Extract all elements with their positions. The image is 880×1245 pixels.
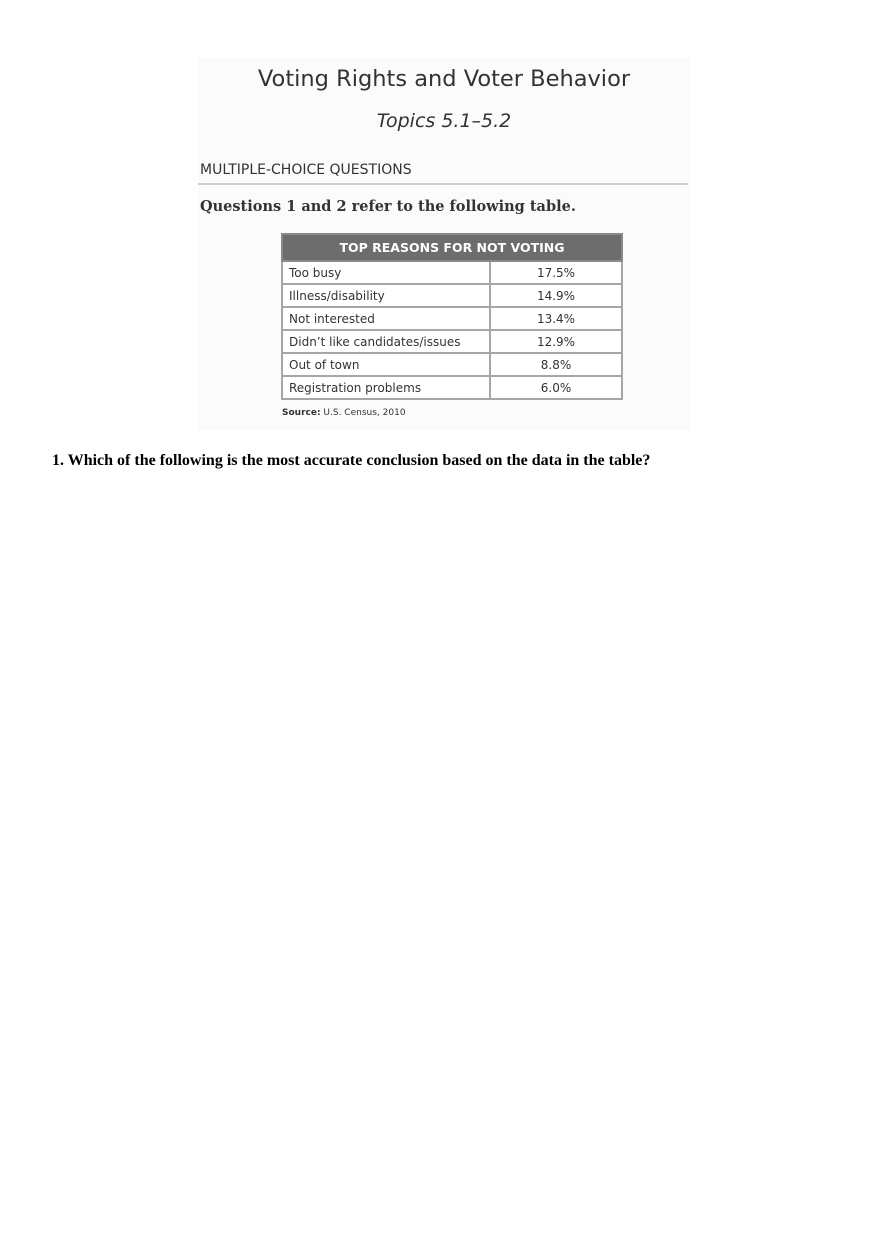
percent-cell: 6.0%: [490, 376, 622, 399]
table-row: [282, 307, 622, 330]
percent-cell: 13.4%: [490, 307, 622, 330]
source-label: Source:: [282, 408, 321, 418]
questions-intro: Questions 1 and 2 refer to the following table.: [200, 198, 576, 215]
percent-cell: 17.5%: [490, 261, 622, 284]
table-header-row: [282, 234, 622, 261]
source-text: U.S. Census, 2010: [320, 408, 406, 418]
table-source: [282, 408, 406, 418]
percent-cell: 12.9%: [490, 330, 622, 353]
table-row: [282, 284, 622, 307]
reason-cell: Illness/disability: [282, 284, 490, 307]
table-header: TOP REASONS FOR NOT VOTING: [282, 234, 622, 261]
table-row: [282, 261, 622, 284]
reason-cell: Not interested: [282, 307, 490, 330]
section-heading: MULTIPLE-CHOICE QUESTIONS: [200, 162, 412, 178]
reasons-table: [281, 233, 623, 400]
textbook-figure: [198, 58, 690, 430]
reason-cell: Didn’t like candidates/issues: [282, 330, 490, 353]
page-subtitle: Topics 5.1–5.2: [376, 110, 512, 132]
table-row: [282, 376, 622, 399]
section-divider: [198, 183, 688, 185]
percent-cell: 8.8%: [490, 353, 622, 376]
table-row: [282, 330, 622, 353]
percent-cell: 14.9%: [490, 284, 622, 307]
question-1: 1. Which of the following is the most accurate conclusion based on the data in the table?: [52, 452, 651, 469]
table-row: [282, 353, 622, 376]
reason-cell: Too busy: [282, 261, 490, 284]
page-title: Voting Rights and Voter Behavior: [257, 66, 631, 92]
reason-cell: Registration problems: [282, 376, 490, 399]
reason-cell: Out of town: [282, 353, 490, 376]
